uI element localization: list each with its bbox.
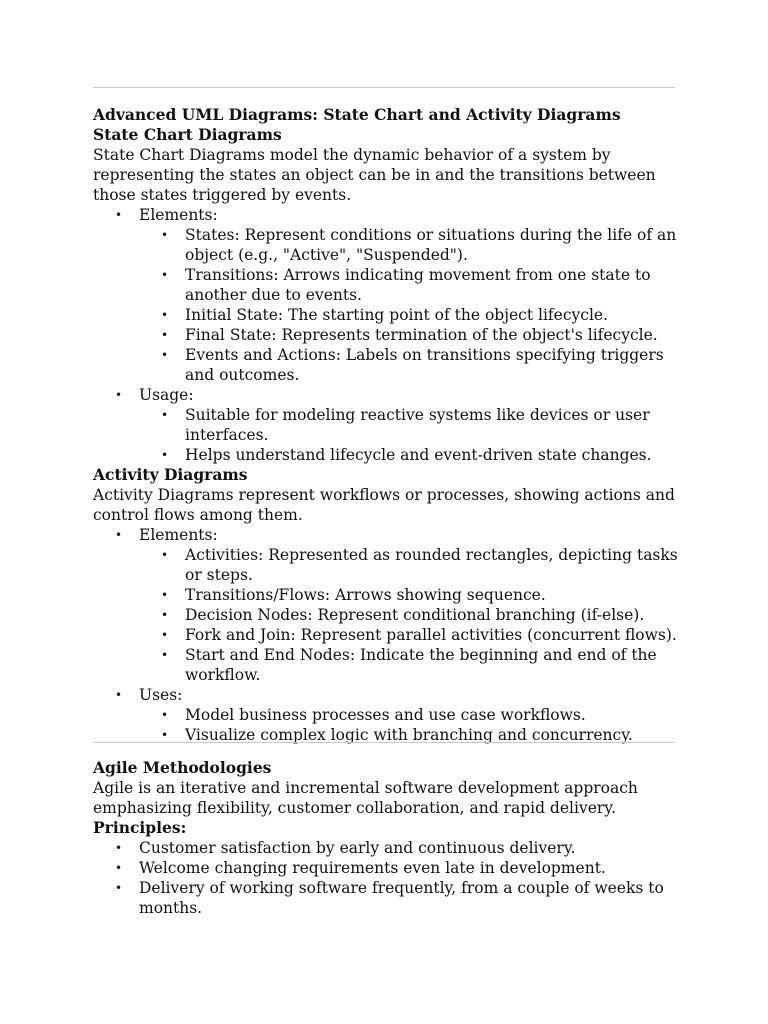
list-item — [139, 605, 683, 625]
activity-list — [93, 525, 683, 745]
section-title: Advanced UML Diagrams: State Chart and Activity Diagrams — [93, 105, 621, 124]
state-chart-usage — [139, 405, 683, 465]
list-item — [139, 405, 683, 445]
usage-label: • Usage: — [139, 386, 194, 404]
agile-section — [93, 758, 683, 918]
list-item — [93, 205, 683, 385]
list-item-text: • States: Represent conditions or situations during the life of an object (e.g., "Active", "Suspended"). — [185, 226, 676, 264]
agile-intro: Agile is an iterative and incremental software development approach emphasizing flexibility, customer collaboration, and rapid delivery. — [93, 779, 638, 817]
list-item-text: • Helps understand lifecycle and event-driven state changes. — [185, 446, 652, 464]
activity-intro: Activity Diagrams represent workflows or processes, showing actions and control flows among them. — [93, 486, 675, 524]
list-item — [139, 325, 683, 345]
list-item-text: • Fork and Join: Represent parallel activities (concurrent flows). — [185, 626, 677, 644]
list-item-text: • Welcome changing requirements even late in development. — [139, 859, 606, 877]
top-divider — [93, 87, 675, 88]
list-item — [139, 585, 683, 605]
activity-uses — [139, 705, 683, 745]
list-item-text: • Start and End Nodes: Indicate the beginning and end of the workflow. — [185, 646, 657, 684]
elements-label: • Elements: — [139, 206, 218, 224]
uml-section — [93, 105, 683, 745]
list-item-text: • Decision Nodes: Represent conditional branching (if-else). — [185, 606, 644, 624]
uses-label: • Uses: — [139, 686, 182, 704]
list-item — [139, 265, 683, 305]
list-item-text: • Visualize complex logic with branching and concurrency. — [185, 726, 633, 744]
list-item — [139, 705, 683, 725]
principles-heading: Principles: — [93, 818, 187, 837]
list-item — [139, 225, 683, 265]
agile-heading: Agile Methodologies — [93, 758, 272, 777]
list-item-text: • Suitable for modeling reactive systems like devices or user interfaces. — [185, 406, 650, 444]
state-chart-list — [93, 205, 683, 465]
section-divider — [93, 742, 675, 743]
elements-label: • Elements: — [139, 526, 218, 544]
list-item — [93, 525, 683, 685]
list-item — [139, 445, 683, 465]
list-item-text: • Model business processes and use case workflows. — [185, 706, 586, 724]
list-item — [139, 345, 683, 385]
list-item — [93, 685, 683, 745]
list-item — [139, 305, 683, 325]
list-item — [93, 838, 683, 858]
list-item — [93, 858, 683, 878]
list-item-text: • Initial State: The starting point of the object lifecycle. — [185, 306, 608, 324]
list-item-text: • Delivery of working software frequently, from a couple of weeks to months. — [139, 879, 664, 917]
list-item-text: • Activities: Represented as rounded rectangles, depicting tasks or steps. — [185, 546, 678, 584]
state-chart-intro: State Chart Diagrams model the dynamic behavior of a system by representing the states an object can be in and the transitions between those states triggered by events. — [93, 146, 656, 204]
list-item — [139, 625, 683, 645]
list-item — [93, 385, 683, 465]
principles-list — [93, 838, 683, 918]
activity-elements — [139, 545, 683, 685]
list-item-text: • Customer satisfaction by early and continuous delivery. — [139, 839, 575, 857]
list-item-text: • Transitions: Arrows indicating movement from one state to another due to events. — [185, 266, 651, 304]
state-chart-elements — [139, 225, 683, 385]
list-item-text: • Transitions/Flows: Arrows showing sequence. — [185, 586, 546, 604]
list-item — [139, 645, 683, 685]
state-chart-heading: State Chart Diagrams — [93, 125, 282, 144]
list-item — [139, 545, 683, 585]
list-item — [93, 878, 683, 918]
activity-heading: Activity Diagrams — [93, 465, 248, 484]
list-item-text: • Final State: Represents termination of the object's lifecycle. — [185, 326, 658, 344]
list-item-text: • Events and Actions: Labels on transitions specifying triggers and outcomes. — [185, 346, 664, 384]
